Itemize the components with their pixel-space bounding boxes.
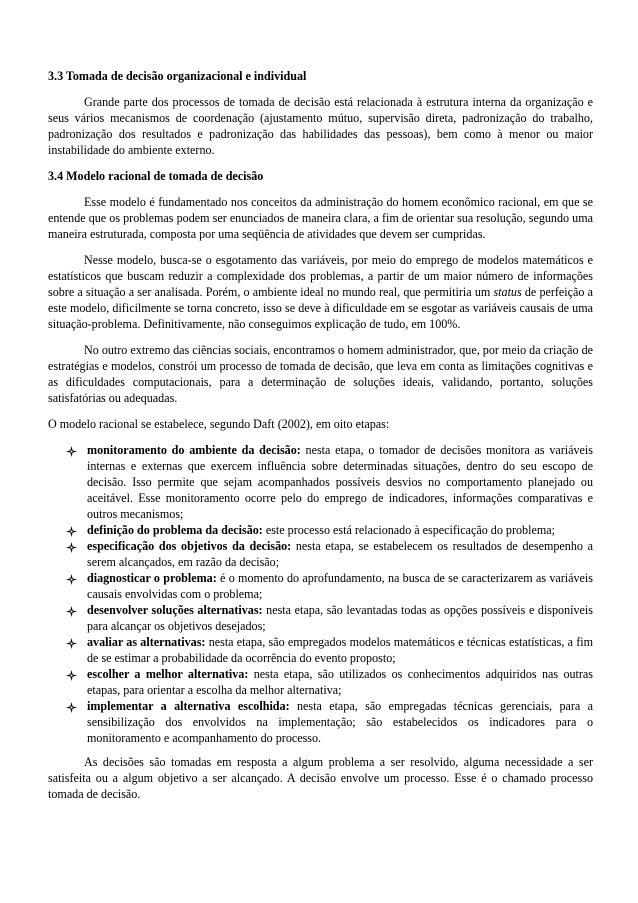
closing-paragraph: As decisões são tomadas em resposta a algum problema a ser resolvido, alguma necessidade a ser satisfeita ou a algum objetivo a ser alcançado. A decisão envolve um processo. Esse é o chamado processo tomada de decisão. xyxy=(48,755,593,801)
diamond-bullet-icon xyxy=(66,638,77,649)
step-term: especificação dos objetivos da decisão: xyxy=(87,539,292,553)
step-term: desenvolver soluções alternativas: xyxy=(87,603,263,617)
section-3-4-paragraph-1: Esse modelo é fundamentado nos conceitos da administração do homem econômico racional, em que se entende que os problemas podem ser enunciados de maneira clara, a fim de orientar sua resolução, segundo uma maneira estruturada, composta por uma seqüência de atividades que devem ser cumpridas. xyxy=(48,195,593,241)
section-3-3-paragraph: Grande parte dos processos de tomada de decisão está relacionada à estrutura interna da organização e seus vários mecanismos de coordenação (ajustamento mútuo, supervisão direta, padronização do trabalho, padronização dos resultados e padronização das habilidades das pessoas), bem como à menor ou maior instabilidade do ambiente externo. xyxy=(48,95,593,157)
section-3-4-paragraph-2 xyxy=(48,252,593,332)
step-term: escolher a melhor alternativa: xyxy=(87,667,249,681)
step-item xyxy=(66,538,593,570)
diamond-bullet-icon xyxy=(66,526,77,537)
diamond-bullet-icon xyxy=(66,606,77,617)
step-term: avaliar as alternativas: xyxy=(87,635,206,649)
step-term: definição do problema da decisão: xyxy=(87,523,263,537)
step-item xyxy=(66,698,593,746)
paragraph-2-text-start: Nesse modelo, busca-se o esgotamento das variáveis, por meio do emprego de modelos matemáticos e estatísticos que buscam reduzir a complexidade dos problemas, a partir de um maior número de informações sobre a situação a ser analisada. Porém, o ambiente ideal no mundo real, que permitiria um xyxy=(48,253,593,299)
diamond-bullet-icon xyxy=(66,542,77,553)
diamond-bullet-icon xyxy=(66,574,77,585)
step-description: nesta etapa, se estabelecem os resultados de desempenho a serem alcançados, em razão da decisão; xyxy=(87,539,593,569)
step-description: nesta etapa, são empregados modelos matemáticos e técnicas estatísticas, a fim de se estimar a probabilidade da ocorrência do evento proposto; xyxy=(87,635,594,665)
step-description: nesta etapa, são utilizados os conhecimentos adquiridos nas outras etapas, para orientar a escolha da melhor alternativa; xyxy=(87,667,594,697)
step-term: diagnosticar o problema: xyxy=(87,571,217,585)
step-item xyxy=(66,442,593,522)
step-item xyxy=(66,522,593,538)
step-description: nesta etapa, o tomador de decisões monitora as variáveis internas e externas que exercem influência sobre determinadas situações, dentro do seu escopo de decisão. Isso permite que sejam acompanhados possíveis desvios no comportamento planejado ou aceitável. Esse monitoramento ocorre pelo do emprego de indicadores, informações comparativas e outros mecanismos; xyxy=(87,443,593,521)
step-term: implementar a alternativa escolhida: xyxy=(87,699,290,713)
step-description: é o momento do aprofundamento, na busca de se caracterizarem as variáveis causais envolvidas com o problema; xyxy=(87,571,593,601)
steps-list xyxy=(48,442,593,746)
status-italic-term: status xyxy=(493,285,522,299)
step-item xyxy=(66,570,593,602)
step-item xyxy=(66,666,593,698)
step-term: monitoramento do ambiente da decisão: xyxy=(87,443,301,457)
section-3-4-heading: 3.4 Modelo racional de tomada de decisão xyxy=(48,169,264,183)
step-description: este processo está relacionado à especificação do problema; xyxy=(262,523,555,537)
diamond-bullet-icon xyxy=(66,670,77,681)
step-item xyxy=(66,602,593,634)
diamond-bullet-icon xyxy=(66,702,77,713)
step-description: nesta etapa, são empregadas técnicas gerenciais, para a sensibilização dos envolvidos na implementação; são estabelecidos os indicadores para o monitoramento e acompanhamento do processo. xyxy=(87,699,594,745)
step-description: nesta etapa, são levantadas todas as opções possíveis e disponíveis para alcançar os objetivos desejados; xyxy=(87,603,593,633)
paragraph-2-text-end: de perfeição a este modelo, dificilmente se torna concreto, isso se deve à dificuldade em se esgotar as variáveis causais de uma situação-problema. Definitivamente, não conseguimos explicação de tudo, em 100%. xyxy=(48,285,593,331)
section-3-3-heading: 3.3 Tomada de decisão organizacional e individual xyxy=(48,69,307,83)
step-item xyxy=(66,634,593,666)
section-3-4-paragraph-3: No outro extremo das ciências sociais, encontramos o homem administrador, que, por meio da criação de estratégias e modelos, constrói um processo de tomada de decisão, que leva em conta as limitações cognitivas e as dificuldades computacionais, para a determinação de soluções ideais, validando, portanto, soluções satisfatórias ou adequadas. xyxy=(48,343,593,405)
steps-intro: O modelo racional se estabelece, segundo Daft (2002), em oito etapas: xyxy=(48,417,390,431)
diamond-bullet-icon xyxy=(66,446,77,457)
